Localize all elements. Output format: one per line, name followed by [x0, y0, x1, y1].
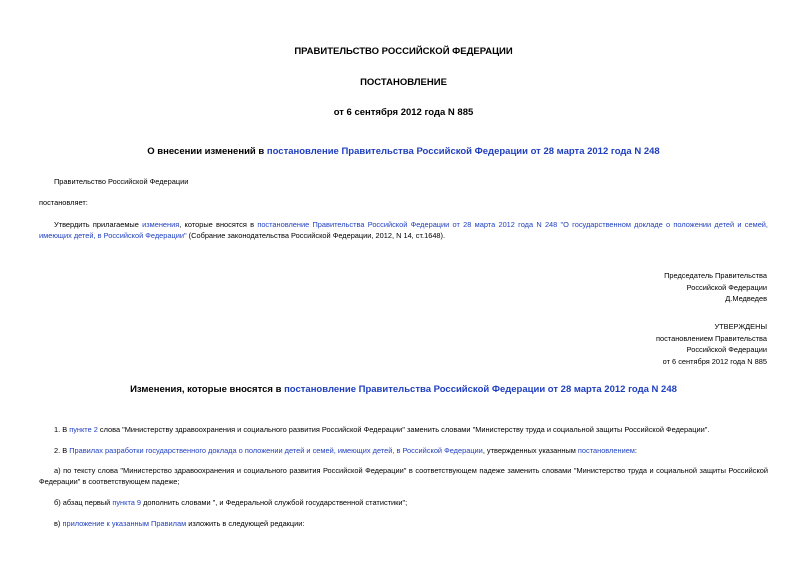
para1-text-2: , которые вносятся в [179, 220, 258, 229]
page-title [0, 146, 807, 157]
link-appendix[interactable]: приложение к указанным Правилам [62, 519, 187, 528]
signature-block [547, 270, 767, 305]
intro-government: Правительство Российской Федерации [54, 177, 189, 186]
item2-text-2: , утвержденных указанным [482, 446, 578, 455]
link-decree[interactable]: постановлением [577, 446, 635, 455]
signature-line-2: Российской Федерации [686, 282, 767, 292]
intro-decrees: постановляет: [39, 198, 88, 207]
link-decree-248[interactable]: постановление Правительства Российской Федерации от 28 марта 2012 года N 248 "О государственном докладе о положении детей и семей, имеющих детей, в Российской Федерации" [39, 220, 768, 240]
title-prefix: О внесении изменений в [147, 146, 267, 157]
item-1 [54, 424, 709, 435]
approved-line-2: постановлением Правительства [656, 333, 767, 343]
doc-type: ПОСТАНОВЛЕНИЕ [360, 77, 447, 88]
paragraph-approve [39, 219, 768, 241]
link-item-9[interactable]: пункта 9 [112, 498, 142, 507]
item2-text-1: 2. В [54, 446, 70, 455]
doc-date-number: от 6 сентября 2012 года N 885 [333, 107, 474, 118]
changes-title-prefix: Изменения, которые вносятся в [130, 384, 285, 395]
item-b [54, 497, 407, 508]
para1-text-3: (Собрание законодательства Российской Федерации, 2012, N 14, ст.1648). [186, 231, 446, 240]
item-c-text-2: изложить в следующей редакции: [186, 519, 305, 528]
item-2 [54, 445, 637, 456]
signature-line-3: Д.Медведев [725, 294, 767, 303]
link-rules[interactable]: Правилах разработки государственного доклада о положении детей и семей, имеющих детей, в Российской Федерации [69, 446, 483, 455]
link-item-2[interactable]: пункте 2 [69, 425, 98, 434]
item1-text-2: слова "Министерству здравоохранения и социального развития Российской Федерации" заменить словами "Министерству труда и социальной защиты Российской Федерации". [97, 425, 710, 434]
item-a [39, 465, 768, 487]
item-c [54, 518, 304, 529]
para1-text-1: Утвердить прилагаемые [54, 220, 143, 229]
title-link[interactable]: постановление Правительства Российской Федерации от 28 марта 2012 года N 248 [266, 146, 660, 157]
approved-line-1: УТВЕРЖДЕНЫ [714, 322, 767, 331]
item-b-text-1: б) абзац первый [54, 498, 113, 507]
approved-line-4: от 6 сентября 2012 года N 885 [662, 356, 767, 366]
approved-block [547, 321, 767, 367]
approved-line-3: Российской Федерации [686, 345, 767, 354]
changes-title [0, 384, 807, 395]
item2-text-3: : [634, 446, 637, 455]
item-a-text: а) по тексту слова "Министерство здравоохранения и социального развития Российской Федерации" в соответствующем падеже заменить словами "Министерство труда и социальной защиты Российской Федерации" в соответствующем падеже; [39, 466, 768, 486]
changes-title-link[interactable]: постановление Правительства Российской Федерации от 28 марта 2012 года N 248 [284, 384, 677, 395]
item-c-text-1: в) [54, 519, 63, 528]
government-name: ПРАВИТЕЛЬСТВО РОССИЙСКОЙ ФЕДЕРАЦИИ [294, 46, 513, 57]
item-b-text-2: дополнить словами ", и Федеральной службой государственной статистики"; [141, 498, 408, 507]
link-changes[interactable]: изменения [142, 220, 180, 229]
item1-text-1: 1. В [54, 425, 70, 434]
signature-line-1: Председатель Правительства [664, 271, 767, 280]
